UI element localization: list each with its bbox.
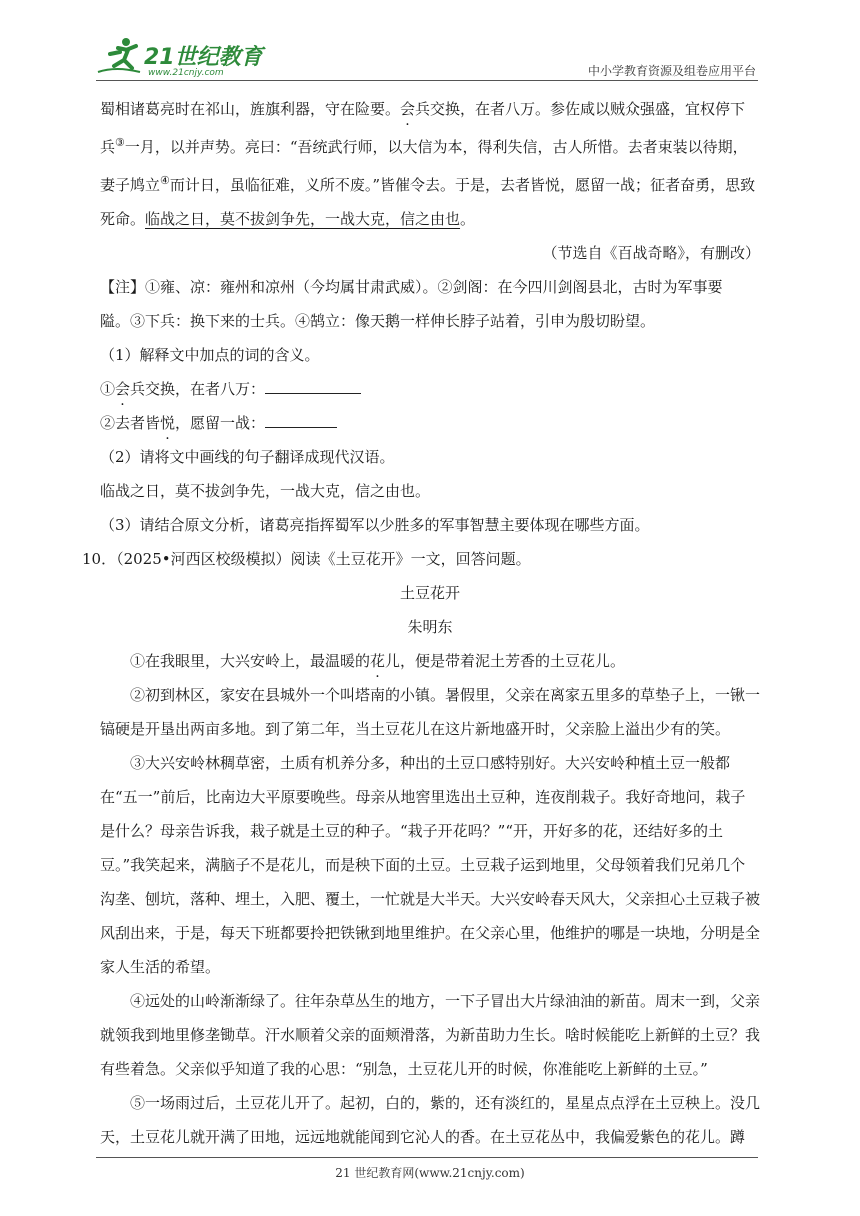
page-footer: 21 世纪教育网(www.21cnjy.com) <box>335 1166 525 1180</box>
text-span: 而计日，虽临征难，义所不废。”皆催令去。于是，去者皆悦，愿留一战；征者奋勇，思致死命。 <box>100 176 756 228</box>
question-1-item-1 <box>100 372 760 406</box>
text-span: 兵交换，在者八万。参佐咸以贼众强盛，宜权停下兵 <box>100 100 746 156</box>
underlined-sentence: 临战之日，莫不拔剑争先，一战大克，信之由也 <box>145 210 461 228</box>
question-10-stem: 10．（2025•河西区校级模拟）阅读《土豆花开》一文，回答问题。 <box>82 550 531 568</box>
platform-label: 中小学教育资源及组卷应用平台 <box>587 64 756 78</box>
note-line: 【注】①雍、凉：雍州和凉州（今均属甘肃武威）。②剑阁：在今四川剑阁县北，古时为军事要 <box>100 278 723 296</box>
text-span: 蜀相诸葛亮时在祁山，旌旗利器，守在险要。 <box>100 100 401 118</box>
source-citation: （节选自《百战奇略》，有删改） <box>542 244 760 262</box>
article-paragraph-4: ④远处的山岭渐渐绿了。往年杂草丛生的地方，一下子冒出大片绿油油的新苗。周末一到，父亲就领我到地里修垄锄草。汗水顺着父亲的面颊滑落，为新苗助力生长。啥时候能吃上新鲜的土豆？我有些着急。父亲似乎知道了我的心思：“别急，土豆花儿开的时候，你准能吃上新鲜的土豆。” <box>100 992 761 1078</box>
text-span: ①在我眼里，大兴安岭上，最 <box>130 652 326 670</box>
article-title: 土豆花开 <box>399 584 460 602</box>
dotted-char: 悦 <box>160 414 176 432</box>
text-span: 兵交换，在者八万： <box>130 380 266 398</box>
footnote-mark: ③ <box>115 136 125 149</box>
text-span: ，便是带着泥土芳香的土豆花儿。 <box>400 652 626 670</box>
footnote-mark: ④ <box>160 174 170 187</box>
header-divider <box>96 80 758 81</box>
text-span: 一月，以并声势。亮曰：“吾统武行师，以大信为本，得利失信，古人所惜。去者束装以待期，妻子鸠立 <box>100 138 748 194</box>
runner-logo-icon <box>96 36 144 76</box>
question-2-sentence: 临战之日，莫不拔剑争先，一战大克，信之由也。 <box>100 482 431 500</box>
answer-blank[interactable] <box>265 413 337 428</box>
article-paragraph-3: ③大兴安岭林稠草密，土质有机养分多，种出的土豆口感特别好。大兴安岭种植土豆一般都在“五一”前后，比南边大平原要晚些。母亲从地窖里选出土豆种，连夜削栽子。我好奇地问，栽子是什么？母亲告诉我，栽子就是土豆的种子。“栽子开花吗？”“开，开好多的花，还结好多的土豆。”我笑起来，满脑子不是花儿，而是秧下面的土豆。土豆栽子运到地里，父母领着我们兄弟几个沟垄、刨坑，落种、埋土，入肥、覆土，一忙就是大半天。大兴安岭春天风大，父亲担心土豆栽子被风刮出来，于是，每天下班都要拎把铁锹到地里维护。在父亲心里，他维护的哪是一块地，分明是全家人生活的希望。 <box>100 754 761 976</box>
article-author: 朱明东 <box>407 618 453 636</box>
article-paragraph-1 <box>100 644 760 678</box>
page-content <box>82 92 761 1154</box>
question-3: （3）请结合原文分析，诸葛亮指挥蜀军以少胜多的军事智慧主要体现在哪些方面。 <box>100 516 650 534</box>
note-line: 隘。③下兵：换下来的士兵。④鹄立：像天鹅一样伸长脖子站着，引申为殷切盼望。 <box>100 312 656 330</box>
logo <box>96 36 266 80</box>
text-span: ① <box>100 380 116 398</box>
passage1-paragraph <box>100 92 760 236</box>
article-paragraph-5: ⑤一场雨过后，土豆花儿开了。起初，白的，紫的，还有淡红的，星星点点浮在土豆秧上。没几天，土豆花儿就开满了田地，远远地就能闻到它沁人的香。在土豆花丛中，我偏爱紫色的花儿。蹲 <box>100 1094 761 1146</box>
text-span: 。 <box>460 210 476 228</box>
question-1: （1）解释文中加点的词的含义。 <box>100 346 320 364</box>
answer-blank[interactable] <box>265 379 361 394</box>
text-span: ②去者皆 <box>100 414 161 432</box>
page-header <box>96 30 758 80</box>
text-span: ，愿留一战： <box>175 414 266 432</box>
dotted-char: 会 <box>115 380 131 398</box>
logo-url: www.21cnjy.com <box>148 68 224 78</box>
article-paragraph-2: ②初到林区，家安在县城外一个叫塔南的小镇。暑假里，父亲在离家五里多的草垫子上，一锹一镐硬是开垦出两亩多地。到了第二年，当土豆花儿在这片新地盛开时，父亲脸上溢出少有的笑。 <box>100 686 761 738</box>
question-2: （2）请将文中画线的句子翻译成现代汉语。 <box>100 448 395 466</box>
footer-divider <box>96 1157 758 1158</box>
logo-text: 21世纪教育 <box>144 45 263 70</box>
dotted-phrase: 温暖的花儿 · <box>325 652 400 670</box>
dotted-char: 会 <box>400 100 416 118</box>
question-1-item-2 <box>100 406 760 440</box>
